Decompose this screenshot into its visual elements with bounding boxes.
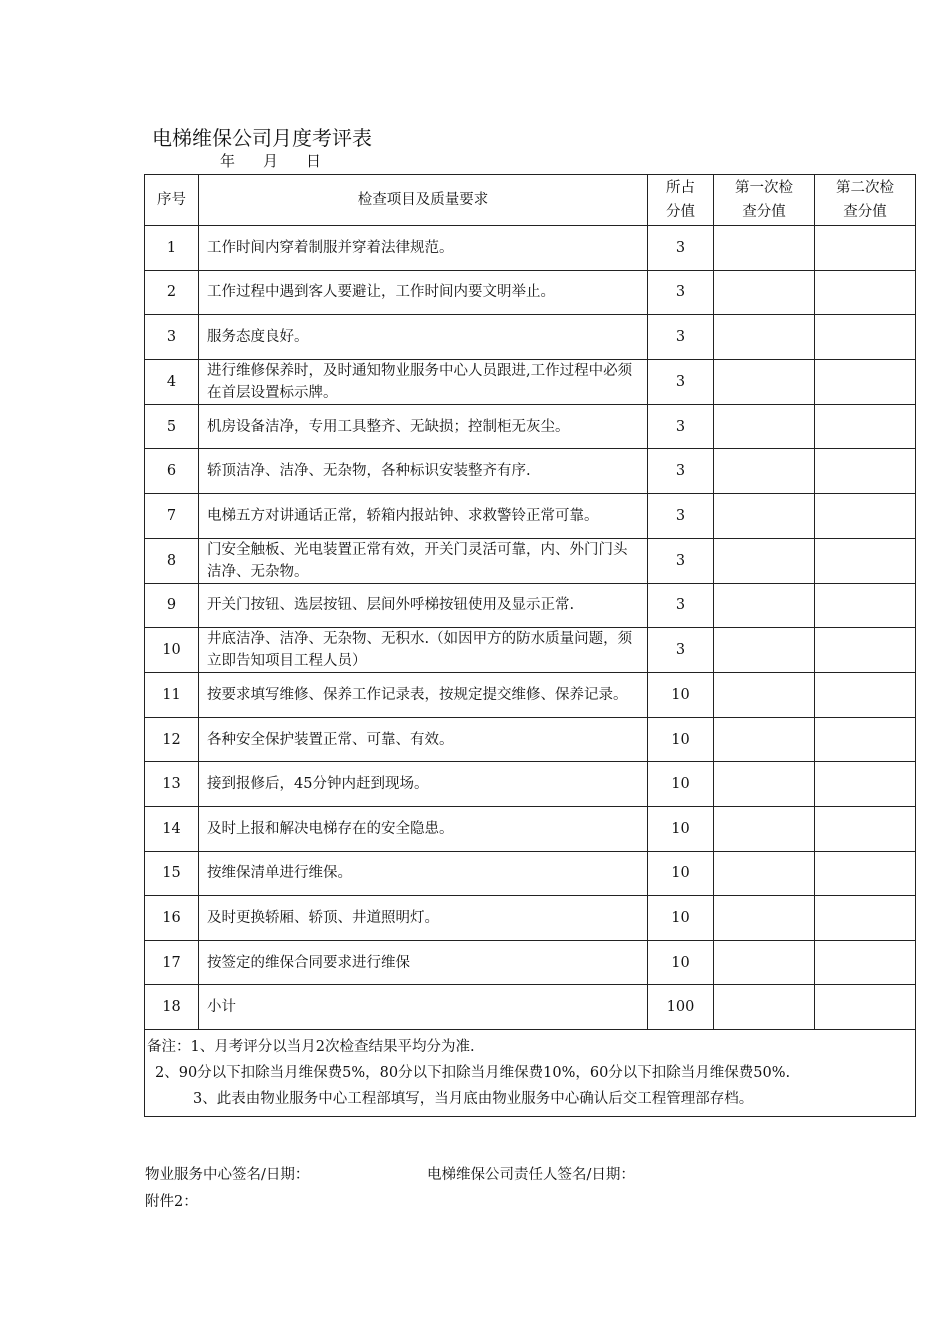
row-first-check[interactable]: [714, 628, 815, 673]
table-row: [145, 583, 916, 628]
header-second-check: [815, 175, 916, 226]
header-second-line2: 查分值: [843, 204, 887, 220]
evaluation-table: [144, 174, 916, 1117]
row-second-check[interactable]: [815, 806, 916, 851]
row-second-check[interactable]: [815, 717, 916, 762]
row-second-check[interactable]: [815, 538, 916, 583]
row-weight: 10: [648, 806, 714, 851]
table-row: [145, 404, 916, 449]
row-number: 7: [145, 493, 199, 538]
header-no: 序号: [145, 175, 199, 226]
row-second-check[interactable]: [815, 493, 916, 538]
table-row: [145, 226, 916, 271]
property-signature: 物业服务中心签名/日期：: [145, 1167, 310, 1183]
attachment-label: 附件2：: [145, 1194, 198, 1210]
row-item: 服务态度良好。: [199, 315, 648, 360]
row-item: 按维保清单进行维保。: [199, 851, 648, 896]
row-second-check[interactable]: [815, 315, 916, 360]
row-item: 进行维修保养时，及时通知物业服务中心人员跟进,工作过程中必须在首层设置标示牌。: [199, 359, 648, 404]
row-first-check[interactable]: [714, 717, 815, 762]
header-first-line2: 查分值: [742, 204, 786, 220]
row-number: 4: [145, 359, 199, 404]
row-first-check[interactable]: [714, 404, 815, 449]
row-second-check[interactable]: [815, 851, 916, 896]
row-number: 1: [145, 226, 199, 271]
row-item: 工作过程中遇到客人要避让，工作时间内要文明举止。: [199, 270, 648, 315]
row-item: 开关门按钮、选层按钮、层间外呼梯按钮使用及显示正常.: [199, 583, 648, 628]
notes-cell: [145, 1029, 916, 1116]
row-item: 井底洁净、洁净、无杂物、无积水.（如因甲方的防水质量问题，须立即告知项目工程人员）: [199, 628, 648, 673]
company-signature: 电梯维保公司责任人签名/日期：: [427, 1167, 635, 1183]
row-weight: 3: [648, 449, 714, 494]
row-weight: 100: [648, 985, 714, 1030]
row-item: 工作时间内穿着制服并穿着法律规范。: [199, 226, 648, 271]
row-number: 15: [145, 851, 199, 896]
table-row: [145, 493, 916, 538]
table-row: [145, 315, 916, 360]
row-weight: 10: [648, 717, 714, 762]
date-month: 月: [263, 152, 280, 170]
table-row: [145, 896, 916, 941]
header-weight-line2: 分值: [666, 204, 695, 220]
form-title: 电梯维保公司月度考评表: [152, 126, 372, 150]
row-number: 17: [145, 940, 199, 985]
row-item: 机房设备洁净，专用工具整齐、无缺损；控制柜无灰尘。: [199, 404, 648, 449]
note-line-2: 2、90分以下扣除当月维保费5%，80分以下扣除当月维保费10%，60分以下扣除当月维保费50%.: [155, 1064, 791, 1081]
row-number: 6: [145, 449, 199, 494]
row-item: 按签定的维保合同要求进行维保: [199, 940, 648, 985]
row-item: 电梯五方对讲通话正常，轿箱内报站钟、求救警铃正常可靠。: [199, 493, 648, 538]
row-item: 轿顶洁净、洁净、无杂物，各种标识安装整齐有序.: [199, 449, 648, 494]
row-number: 14: [145, 806, 199, 851]
table-row: [145, 940, 916, 985]
header-first-check: [714, 175, 815, 226]
table-row: [145, 359, 916, 404]
row-item: 按要求填写维修、保养工作记录表，按规定提交维修、保养记录。: [199, 673, 648, 718]
row-item: 门安全触板、光电装置正常有效，开关门灵活可靠，内、外门门头洁净、无杂物。: [199, 538, 648, 583]
row-weight: 3: [648, 404, 714, 449]
row-number: 2: [145, 270, 199, 315]
note-line-3: 3、此表由物业服务中心工程部填写，当月底由物业服务中心确认后交工程管理部存档。: [193, 1090, 754, 1107]
row-second-check[interactable]: [815, 940, 916, 985]
row-first-check[interactable]: [714, 806, 815, 851]
header-weight-line1: 所占: [666, 180, 695, 196]
row-second-check[interactable]: [815, 226, 916, 271]
row-first-check[interactable]: [714, 315, 815, 360]
row-item: 各种安全保护装置正常、可靠、有效。: [199, 717, 648, 762]
row-number: 9: [145, 583, 199, 628]
row-item: 小计: [199, 985, 648, 1030]
row-weight: 3: [648, 583, 714, 628]
row-weight: 3: [648, 226, 714, 271]
row-second-check[interactable]: [815, 359, 916, 404]
table-row: [145, 806, 916, 851]
notes-row: [145, 1029, 916, 1116]
row-weight: 3: [648, 270, 714, 315]
row-second-check[interactable]: [815, 673, 916, 718]
header-item: 检查项目及质量要求: [199, 175, 648, 226]
note-line-1: 备注：1、月考评分以当月2次检查结果平均分为准.: [147, 1038, 475, 1055]
row-number: 5: [145, 404, 199, 449]
header-second-line1: 第二次检: [836, 180, 894, 196]
date-year: 年: [220, 152, 237, 170]
row-weight: 10: [648, 940, 714, 985]
row-first-check[interactable]: [714, 985, 815, 1030]
row-number: 12: [145, 717, 199, 762]
row-item: 及时更换轿厢、轿顶、井道照明灯。: [199, 896, 648, 941]
table-header-row: [145, 175, 916, 226]
row-weight: 3: [648, 359, 714, 404]
row-item: 及时上报和解决电梯存在的安全隐患。: [199, 806, 648, 851]
row-weight: 3: [648, 315, 714, 360]
row-second-check[interactable]: [815, 985, 916, 1030]
row-number: 3: [145, 315, 199, 360]
table-row: [145, 985, 916, 1030]
table-row: [145, 673, 916, 718]
header-weight: [648, 175, 714, 226]
row-weight: 10: [648, 762, 714, 807]
row-first-check[interactable]: [714, 493, 815, 538]
row-first-check[interactable]: [714, 449, 815, 494]
date-day: 日: [306, 152, 323, 170]
row-second-check[interactable]: [815, 404, 916, 449]
row-weight: 10: [648, 896, 714, 941]
row-second-check[interactable]: [815, 628, 916, 673]
row-second-check[interactable]: [815, 583, 916, 628]
row-second-check[interactable]: [815, 270, 916, 315]
row-second-check[interactable]: [815, 449, 916, 494]
row-first-check[interactable]: [714, 359, 815, 404]
row-first-check[interactable]: [714, 762, 815, 807]
table-row: [145, 762, 916, 807]
row-item: 接到报修后，45分钟内赶到现场。: [199, 762, 648, 807]
row-number: 18: [145, 985, 199, 1030]
row-first-check[interactable]: [714, 896, 815, 941]
date-line: [220, 150, 322, 171]
header-first-line1: 第一次检: [735, 180, 793, 196]
row-first-check[interactable]: [714, 940, 815, 985]
row-number: 16: [145, 896, 199, 941]
row-weight: 3: [648, 493, 714, 538]
row-first-check[interactable]: [714, 583, 815, 628]
table-row: [145, 717, 916, 762]
table-row: [145, 449, 916, 494]
table-row: [145, 270, 916, 315]
row-number: 11: [145, 673, 199, 718]
row-number: 13: [145, 762, 199, 807]
row-second-check[interactable]: [815, 896, 916, 941]
row-weight: 10: [648, 851, 714, 896]
row-first-check[interactable]: [714, 538, 815, 583]
row-first-check[interactable]: [714, 226, 815, 271]
row-first-check[interactable]: [714, 673, 815, 718]
row-second-check[interactable]: [815, 762, 916, 807]
row-first-check[interactable]: [714, 270, 815, 315]
row-first-check[interactable]: [714, 851, 815, 896]
row-weight: 3: [648, 628, 714, 673]
table-row: [145, 628, 916, 673]
row-weight: 10: [648, 673, 714, 718]
table-row: [145, 851, 916, 896]
table-row: [145, 538, 916, 583]
row-number: 8: [145, 538, 199, 583]
signature-line: [145, 1163, 635, 1184]
row-number: 10: [145, 628, 199, 673]
row-weight: 3: [648, 538, 714, 583]
